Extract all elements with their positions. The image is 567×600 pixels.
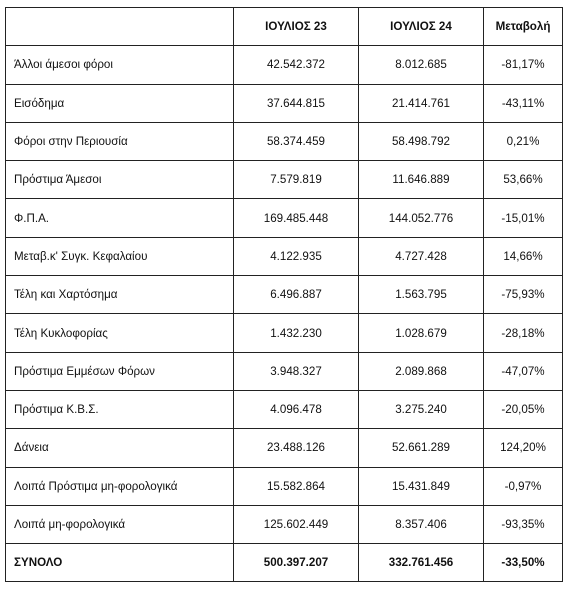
table-row (6, 429, 563, 467)
total-july-23: 500.397.207 (234, 544, 359, 582)
table-row (6, 237, 563, 275)
value-july-23: 4.096.478 (234, 390, 359, 428)
value-july-24: 8.012.685 (359, 46, 484, 84)
value-july-23: 1.432.230 (234, 314, 359, 352)
table-row (6, 390, 563, 428)
value-july-24: 58.498.792 (359, 122, 484, 160)
value-change: -15,01% (484, 199, 563, 237)
value-july-24: 144.052.776 (359, 199, 484, 237)
value-july-24: 21.414.761 (359, 84, 484, 122)
total-row (6, 544, 563, 582)
value-change: -20,05% (484, 390, 563, 428)
row-label: Φ.Π.Α. (6, 199, 234, 237)
table-row (6, 161, 563, 199)
revenue-comparison-table (5, 7, 563, 582)
total-july-24: 332.761.456 (359, 544, 484, 582)
value-change: 124,20% (484, 429, 563, 467)
table-row (6, 276, 563, 314)
header-change: Μεταβολή (484, 8, 563, 46)
row-label: Άλλοι άμεσοι φόροι (6, 46, 234, 84)
value-july-23: 58.374.459 (234, 122, 359, 160)
value-july-23: 4.122.935 (234, 237, 359, 275)
value-july-23: 15.582.864 (234, 467, 359, 505)
value-change: -93,35% (484, 505, 563, 543)
value-july-24: 15.431.849 (359, 467, 484, 505)
value-july-23: 23.488.126 (234, 429, 359, 467)
value-july-23: 125.602.449 (234, 505, 359, 543)
table-row (6, 84, 563, 122)
row-label: Φόροι στην Περιουσία (6, 122, 234, 160)
row-label: Λοιπά Πρόστιμα μη-φορολογικά (6, 467, 234, 505)
table-row (6, 46, 563, 84)
row-label: Πρόστιμα Εμμέσων Φόρων (6, 352, 234, 390)
table-row (6, 467, 563, 505)
row-label: Πρόστιμα Άμεσοι (6, 161, 234, 199)
value-july-23: 42.542.372 (234, 46, 359, 84)
table-row (6, 505, 563, 543)
value-change: -81,17% (484, 46, 563, 84)
total-change: -33,50% (484, 544, 563, 582)
header-july-24: ΙΟΥΛΙΟΣ 24 (359, 8, 484, 46)
value-july-24: 52.661.289 (359, 429, 484, 467)
value-july-23: 3.948.327 (234, 352, 359, 390)
value-change: -75,93% (484, 276, 563, 314)
table-row (6, 199, 563, 237)
value-july-24: 2.089.868 (359, 352, 484, 390)
value-change: -28,18% (484, 314, 563, 352)
value-july-24: 3.275.240 (359, 390, 484, 428)
value-july-23: 37.644.815 (234, 84, 359, 122)
value-july-23: 6.496.887 (234, 276, 359, 314)
row-label: Πρόστιμα Κ.Β.Σ. (6, 390, 234, 428)
value-change: 0,21% (484, 122, 563, 160)
table-row (6, 352, 563, 390)
value-july-24: 1.563.795 (359, 276, 484, 314)
table-body (6, 46, 563, 582)
value-july-24: 8.357.406 (359, 505, 484, 543)
value-change: -43,11% (484, 84, 563, 122)
value-change: -0,97% (484, 467, 563, 505)
row-label: Τέλη Κυκλοφορίας (6, 314, 234, 352)
value-change: -47,07% (484, 352, 563, 390)
table-row (6, 122, 563, 160)
value-july-23: 7.579.819 (234, 161, 359, 199)
row-label: Εισόδημα (6, 84, 234, 122)
value-change: 14,66% (484, 237, 563, 275)
row-label: Μεταβ.κ' Συγκ. Κεφαλαίου (6, 237, 234, 275)
value-july-24: 4.727.428 (359, 237, 484, 275)
value-change: 53,66% (484, 161, 563, 199)
value-july-23: 169.485.448 (234, 199, 359, 237)
total-label: ΣΥΝΟΛΟ (6, 544, 234, 582)
header-july-23: ΙΟΥΛΙΟΣ 23 (234, 8, 359, 46)
row-label: Τέλη και Χαρτόσημα (6, 276, 234, 314)
row-label: Λοιπά μη-φορολογικά (6, 505, 234, 543)
value-july-24: 1.028.679 (359, 314, 484, 352)
header-row (6, 8, 563, 46)
row-label: Δάνεια (6, 429, 234, 467)
header-empty-cell (6, 8, 234, 46)
table-row (6, 314, 563, 352)
value-july-24: 11.646.889 (359, 161, 484, 199)
